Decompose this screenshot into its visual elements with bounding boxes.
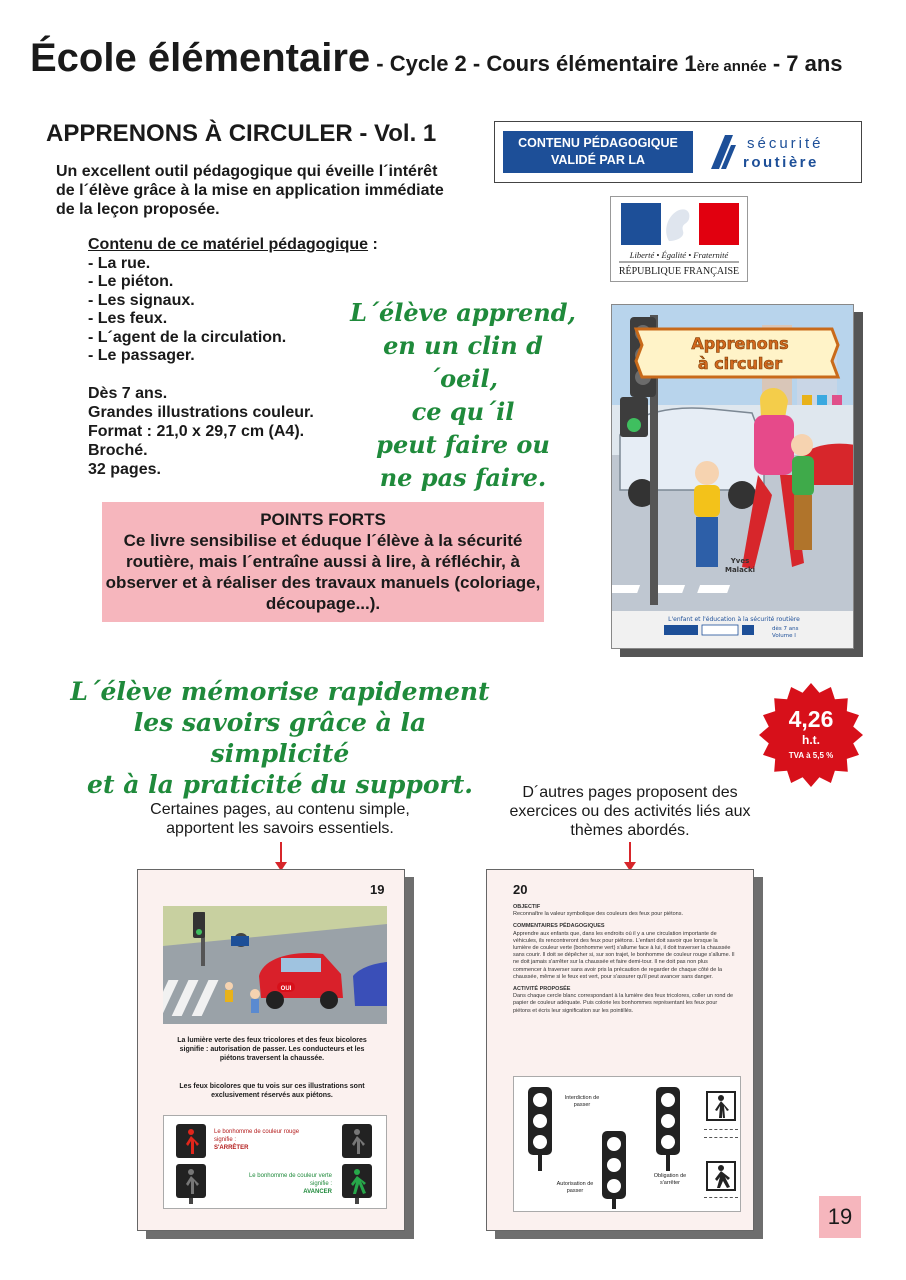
cover-illustration bbox=[612, 305, 854, 649]
contents-heading: Contenu de ce matériel pédagogique bbox=[88, 236, 369, 253]
cover-volume: Volume I bbox=[772, 633, 796, 639]
sample-page-20 bbox=[486, 869, 754, 1231]
quote-memorizes bbox=[70, 676, 490, 800]
cover-title-2: à circuler bbox=[697, 354, 783, 373]
green-label: Le bonhomme de couleur verte signifie : bbox=[248, 1173, 332, 1187]
republic-name: RÉPUBLIQUE FRANÇAISE bbox=[618, 266, 740, 277]
page-number: 19 bbox=[370, 882, 385, 897]
strengths-body: Ce livre sensibilise et éduque l´élève à la sécurité routière, mais l´entraîne aussi à lire, à réfléchir, à observer et à réaliser des travaux manuels (coloriage, découpage...). bbox=[105, 531, 541, 613]
validation-label: CONTENU PÉDAGOGIQUE VALIDÉ PAR LA bbox=[503, 131, 693, 173]
cover-title-1: Apprenons bbox=[691, 334, 789, 353]
contents-list bbox=[88, 236, 388, 366]
spec-item: 32 pages. bbox=[88, 461, 161, 478]
green-legend bbox=[242, 1172, 332, 1196]
specs-list bbox=[88, 384, 368, 479]
pedestrian-signal-red-icon bbox=[174, 1122, 208, 1204]
org-line2: routière bbox=[743, 154, 819, 171]
crossing-illustration bbox=[163, 906, 387, 1024]
pedestrian-signal-green-icon bbox=[340, 1122, 374, 1204]
arrow-down-icon bbox=[629, 842, 631, 870]
list-item: - Le passager. bbox=[88, 347, 195, 364]
validation-badge bbox=[494, 121, 862, 183]
republique-logo bbox=[610, 196, 748, 282]
red-label: Le bonhomme de couleur rouge signifie : bbox=[214, 1129, 300, 1143]
cover-title-plate bbox=[636, 329, 838, 377]
page-number: 20 bbox=[513, 882, 528, 897]
traffic-light-icon bbox=[600, 1129, 628, 1209]
cycle-title: - Cycle 2 - Cours élémentaire 1 bbox=[370, 51, 697, 76]
list-item: - La rue. bbox=[88, 254, 151, 272]
quote-line: les savoirs grâce à la simplicité bbox=[133, 708, 427, 768]
product-intro: Un excellent outil pédagogique qui éveille l´intérêt de l´élève grâce à la mise en application immédiate de la leçon proposée. bbox=[56, 163, 444, 218]
marianne-icon bbox=[611, 197, 747, 281]
quote-line: peut faire ou bbox=[376, 430, 550, 459]
dotted-answer-lines bbox=[704, 1129, 738, 1145]
page-number-badge: 19 bbox=[819, 1196, 861, 1238]
objective-text: Reconnaître la valeur symbolique des couleurs des feux pour piétons. bbox=[513, 911, 683, 918]
activity-title: ACTIVITÉ PROPOSÉE bbox=[513, 986, 571, 993]
pedestrian-walking-icon bbox=[706, 1161, 736, 1191]
caption-left: Certaines pages, au contenu simple, apportent les savoirs essentiels. bbox=[150, 801, 410, 837]
label-must-stop: Obligation de s'arrêter bbox=[653, 1173, 687, 1186]
comments-title: COMMENTAIRES PÉDAGOGIQUES bbox=[513, 923, 605, 930]
quote-line: et à la praticité du support. bbox=[87, 770, 473, 799]
label-go: Autorisation de passer bbox=[556, 1181, 594, 1194]
spec-item: Dès 7 ans. bbox=[88, 385, 168, 402]
list-item: - Le piéton. bbox=[88, 273, 174, 290]
list-item: - Les feux. bbox=[88, 310, 168, 327]
motto: Liberté • Égalité • Fraternité bbox=[629, 250, 729, 260]
cover-age: dès 7 ans bbox=[772, 626, 799, 632]
level-title: École élémentaire bbox=[30, 36, 371, 80]
org-line1: sécurité bbox=[747, 135, 824, 152]
quote-line: ne pas faire. bbox=[379, 463, 547, 492]
activity-text: Dans chaque cercle blanc correspondant à la lumière des feux tricolores, coller un rond de papier de couleur adéquate. Puis colorie les bonhommes représentant les feux pour piétons et écris leur signification sur les pointillés. bbox=[513, 993, 734, 1014]
price-amount: 4,26 bbox=[788, 706, 834, 732]
sample-page-19 bbox=[137, 869, 405, 1231]
exercise-text bbox=[513, 904, 735, 1015]
price-unit: h.t. bbox=[802, 733, 820, 747]
spec-item: Format : 21,0 x 29,7 cm (A4). bbox=[88, 423, 305, 440]
red-legend bbox=[214, 1128, 304, 1152]
quote-line: ce qu´il bbox=[411, 397, 515, 426]
list-item: - L´agent de la circulation. bbox=[88, 328, 287, 346]
quote-learns bbox=[350, 296, 576, 494]
comments-text: Apprendre aux enfants que, dans les endroits où il y a une circulation importante de véhicules, ils rencontreront des feux pour piétons. L'enfant doit savoir que lorsque la lumière de couleur verte (bonhomme vert) s'allume face à lui, il doit traverser la chaussée sans courir. Il doit se dépêcher si, sur son trajet, le bonhomme de couleur rouge s'allume. Il ne doit jamais s'arrêter sur la chaussée et faire demi-tour. Il ne doit pas non plus commencer à traverser sans avoir pris la précaution de regarder de chaque côté de la chaussée, même si le feux est vert, pour s'assurer qu'il peut avancer sans danger. bbox=[513, 930, 735, 980]
green-action: AVANCER bbox=[303, 1189, 332, 1195]
quote-line: en un clin d´oeil, bbox=[383, 331, 543, 393]
page-header bbox=[30, 36, 843, 81]
spec-item: Grandes illustrations couleur. bbox=[88, 404, 314, 421]
lesson-text-1: La lumière verte des feux tricolores et des feux bicolores signifie : autorisation de passer. Les conducteurs et les piétons traversent la chaussée. bbox=[177, 1037, 367, 1062]
spec-item: Broché. bbox=[88, 442, 148, 459]
list-item: - Les signaux. bbox=[88, 291, 195, 309]
activity-box bbox=[513, 1076, 741, 1212]
objective-title: OBJECTIF bbox=[513, 904, 541, 910]
ordinal-suffix: ère année bbox=[696, 58, 767, 75]
contents-colon: : bbox=[368, 236, 378, 253]
product-title: APPRENONS À CIRCULER - Vol. 1 bbox=[46, 120, 437, 147]
red-action: S'ARRÊTER bbox=[214, 1145, 249, 1151]
signal-legend-box bbox=[163, 1115, 387, 1209]
book-cover bbox=[611, 304, 854, 649]
securite-routiere-logo bbox=[707, 131, 855, 173]
quote-line: L´élève mémorise rapidement bbox=[70, 677, 490, 706]
strengths-title: POINTS FORTS bbox=[260, 510, 386, 529]
cover-author-1: Yves bbox=[730, 557, 750, 565]
age-title: - 7 ans bbox=[766, 51, 843, 76]
price-vat: TVA à 5,5 % bbox=[788, 751, 834, 760]
dotted-answer-lines bbox=[704, 1197, 738, 1205]
label-stop: Interdiction de passer bbox=[564, 1095, 600, 1108]
oui-label: OUI bbox=[280, 986, 292, 992]
cover-author-2: Malacki bbox=[724, 566, 756, 574]
traffic-light-icon bbox=[654, 1085, 682, 1171]
strengths-box bbox=[102, 502, 544, 622]
caption-right: D´autres pages proposent des exercices ou des activités liés aux thèmes abordés. bbox=[509, 784, 751, 839]
arrow-down-icon bbox=[280, 842, 282, 870]
quote-line: L´élève apprend, bbox=[350, 298, 576, 327]
cover-subtitle: L'enfant et l'éducation à la sécurité routière bbox=[668, 616, 800, 623]
traffic-light-icon bbox=[526, 1085, 554, 1171]
price-badge bbox=[758, 682, 864, 788]
pedestrian-standing-icon bbox=[706, 1091, 736, 1121]
lesson-text-2: Les feux bicolores que tu vois sur ces illustrations sont exclusivement réservés aux piétons. bbox=[179, 1083, 365, 1099]
